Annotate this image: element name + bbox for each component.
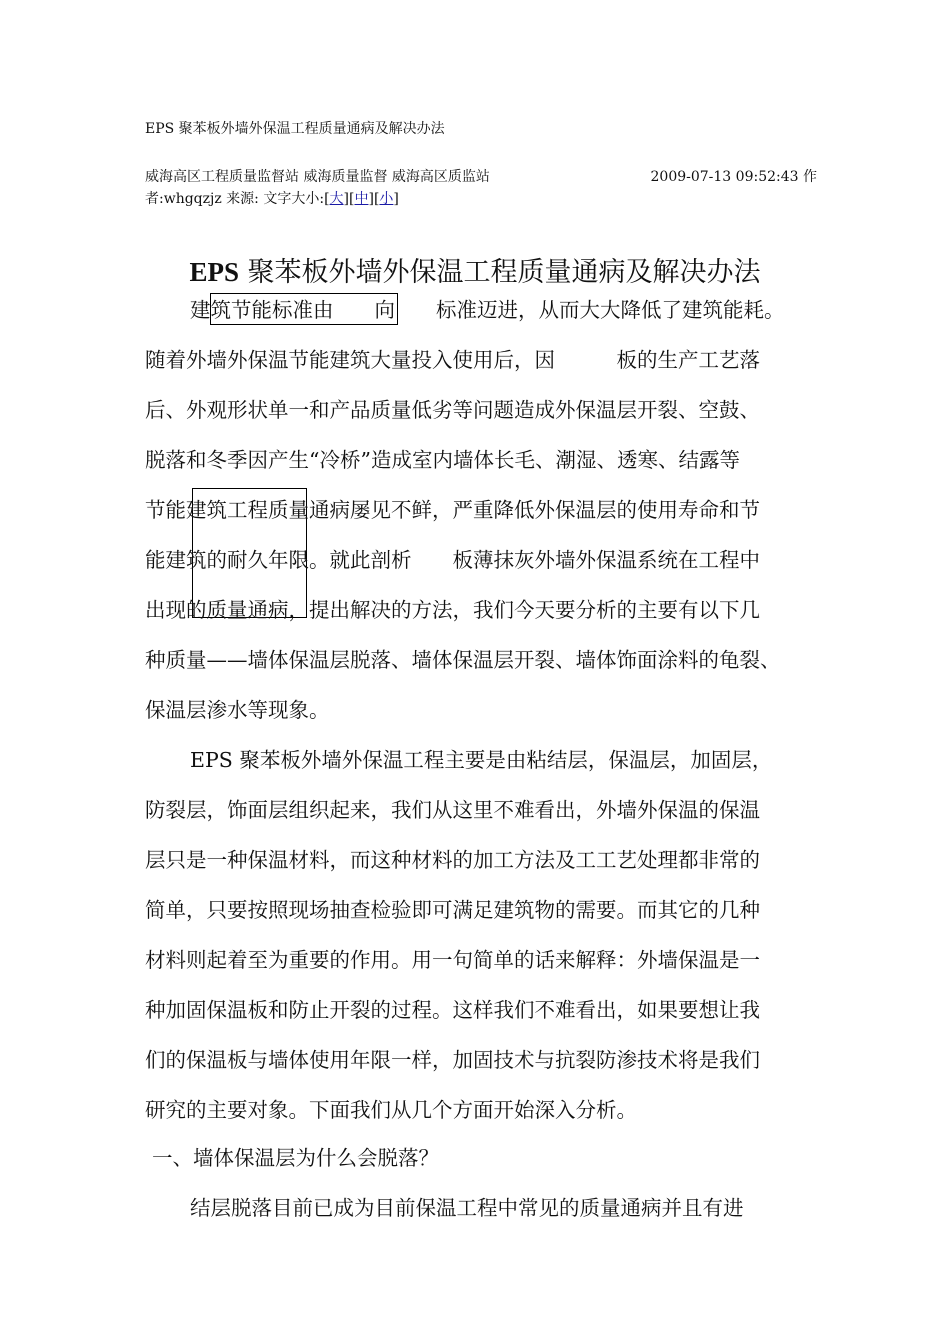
paragraph-line: 研究的主要对象。下面我们从几个方面开始深入分析。 xyxy=(145,1098,637,1122)
paragraph-line: 简单，只要按照现场抽查检验即可满足建筑物的需要。而其它的几种 xyxy=(145,898,760,922)
publish-time: 2009-07-13 09:52:43 作 xyxy=(650,169,817,185)
font-size-small-link[interactable]: 小 xyxy=(379,191,394,207)
paragraph-line: 保温层渗水等现象。 xyxy=(145,698,330,722)
paragraph-line: 层只是一种保温材料，而这种材料的加工方法及工工艺处理都非常的 xyxy=(145,848,760,872)
font-size-medium-link[interactable]: 中 xyxy=(354,191,369,207)
author-source-label: 者:whgqzjz 来源: 文字大小: xyxy=(145,191,325,207)
paragraph-line: 们的保温板与墙体使用年限一样，加固技术与抗裂防渗技术将是我们 xyxy=(145,1048,760,1072)
paragraph-line: 种加固保温板和防止开裂的过程。这样我们不难看出，如果要想让我 xyxy=(145,998,760,1022)
source-sites: 威海高区工程质量监督站 威海质量监督 威海高区质监站 xyxy=(145,169,490,185)
article-title xyxy=(0,252,950,293)
paragraph-line: 后、外观形状单一和产品质量低劣等问题造成外保温层开裂、空鼓、 xyxy=(145,398,760,422)
font-size-large-link[interactable]: 大 xyxy=(329,191,344,207)
paragraph-line: 防裂层，饰面层组织起来，我们从这里不难看出，外墙外保温的保温 xyxy=(145,798,760,822)
section-heading: 一、墙体保温层为什么会脱落？ xyxy=(152,1146,439,1170)
paragraph-line: 随着外墙外保温节能建筑大量投入使用后，因 板的生产工艺落 xyxy=(145,348,760,372)
paragraph-line: 建筑节能标准由 向 标准迈进，从而大大降低了建筑能耗。 xyxy=(190,298,785,322)
title-eps: EPS xyxy=(189,257,239,288)
article-meta: 威海高区工程质量监督站 威海质量监督 威海高区质监站 2009-07-13 09:52:43 作 者:whgqzjz 来源: 文字大小:[大][中][小] xyxy=(145,166,817,210)
paragraph-line: EPS 聚苯板外墙外保温工程主要是由粘结层，保温层，加固层， xyxy=(190,748,773,772)
document-heading: EPS 聚苯板外墙外保温工程质量通病及解决办法 xyxy=(145,121,445,137)
paragraph-line: 脱落和冬季因产生“冷桥”造成室内墙体长毛、潮湿、透寒、结露等 xyxy=(145,448,740,472)
paragraph-line: 结层脱落目前已成为目前保温工程中常见的质量通病并且有进 xyxy=(190,1196,744,1220)
paragraph-line: 节能建筑工程质量通病屡见不鲜，严重降低外保温层的使用寿命和节 xyxy=(145,498,760,522)
paragraph-line: 材料则起着至为重要的作用。用一句简单的话来解释：外墙保温是一 xyxy=(145,948,760,972)
paragraph-line: 种质量——墙体保温层脱落、墙体保温层开裂、墙体饰面涂料的龟裂、 xyxy=(145,648,781,672)
paragraph-line: 出现的质量通病，提出解决的方法，我们今天要分析的主要有以下几 xyxy=(145,598,760,622)
paragraph-line: 能建筑的耐久年限。就此剖析 板薄抹灰外墙外保温系统在工程中 xyxy=(145,548,760,572)
title-text: 聚苯板外墙外保温工程质量通病及解决办法 xyxy=(238,257,761,289)
